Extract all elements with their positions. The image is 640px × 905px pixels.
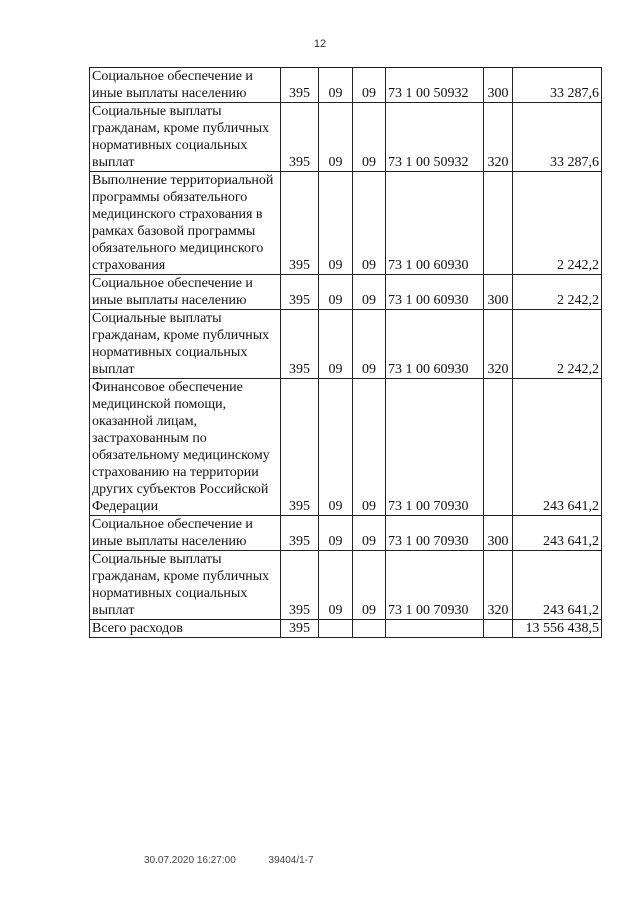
row-name: Социальные выплаты гражданам, кроме публичных нормативных социальных выплат [90, 310, 281, 379]
row-amount: 33 287,6 [513, 68, 602, 103]
row-name: Социальное обеспечение и иные выплаты населению [90, 516, 281, 551]
table-row [90, 68, 602, 103]
table-row [90, 310, 602, 379]
row-department-code: 395 [281, 68, 319, 103]
row-subsection [353, 620, 386, 638]
row-expense-type: 300 [484, 516, 513, 551]
row-target-article: 73 1 00 70930 [386, 379, 484, 516]
row-name: Социальные выплаты гражданам, кроме публичных нормативных социальных выплат [90, 103, 281, 172]
row-amount: 2 242,2 [513, 172, 602, 275]
row-target-article: 73 1 00 60930 [386, 275, 484, 310]
row-target-article: 73 1 00 50932 [386, 68, 484, 103]
row-expense-type: 300 [484, 68, 513, 103]
row-name: Всего расходов [90, 620, 281, 638]
table-row [90, 516, 602, 551]
page-number: 12 [313, 38, 327, 50]
footer [144, 855, 314, 866]
footer-timestamp: 30.07.2020 16:27:00 [144, 855, 236, 866]
row-subsection: 09 [353, 516, 386, 551]
row-section: 09 [319, 379, 353, 516]
row-amount: 243 641,2 [513, 516, 602, 551]
table-row [90, 103, 602, 172]
footer-doc-number: 39404/1-7 [268, 855, 314, 866]
row-section [319, 620, 353, 638]
table-row [90, 551, 602, 620]
row-expense-type [484, 172, 513, 275]
row-section: 09 [319, 68, 353, 103]
row-target-article: 73 1 00 60930 [386, 310, 484, 379]
row-section: 09 [319, 516, 353, 551]
row-department-code: 395 [281, 379, 319, 516]
row-name: Выполнение территориальной программы обязательного медицинского страхования в рамках базовой программы обязательного медицинского страхования [90, 172, 281, 275]
row-expense-type: 320 [484, 310, 513, 379]
row-target-article: 73 1 00 70930 [386, 516, 484, 551]
row-amount: 33 287,6 [513, 103, 602, 172]
row-target-article: 73 1 00 50932 [386, 103, 484, 172]
expenditure-table [89, 67, 602, 638]
row-section: 09 [319, 172, 353, 275]
row-expense-type [484, 620, 513, 638]
row-amount: 243 641,2 [513, 551, 602, 620]
row-department-code: 395 [281, 620, 319, 638]
row-section: 09 [319, 103, 353, 172]
row-subsection: 09 [353, 275, 386, 310]
row-expense-type: 320 [484, 551, 513, 620]
row-section: 09 [319, 310, 353, 379]
row-subsection: 09 [353, 379, 386, 516]
table-row [90, 620, 602, 638]
row-target-article: 73 1 00 60930 [386, 172, 484, 275]
row-department-code: 395 [281, 310, 319, 379]
row-expense-type: 320 [484, 103, 513, 172]
row-name: Социальные выплаты гражданам, кроме публичных нормативных социальных выплат [90, 551, 281, 620]
row-name: Социальное обеспечение и иные выплаты населению [90, 68, 281, 103]
table-row [90, 172, 602, 275]
row-section: 09 [319, 551, 353, 620]
row-subsection: 09 [353, 310, 386, 379]
row-name: Финансовое обеспечение медицинской помощи, оказанной лицам, застрахованным по обязательному медицинскому страхованию на территории других субъектов Российской Федерации [90, 379, 281, 516]
row-department-code: 395 [281, 275, 319, 310]
row-subsection: 09 [353, 103, 386, 172]
row-amount: 243 641,2 [513, 379, 602, 516]
row-subsection: 09 [353, 172, 386, 275]
row-subsection: 09 [353, 68, 386, 103]
row-section: 09 [319, 275, 353, 310]
row-department-code: 395 [281, 516, 319, 551]
row-name: Социальное обеспечение и иные выплаты населению [90, 275, 281, 310]
row-department-code: 395 [281, 172, 319, 275]
row-target-article [386, 620, 484, 638]
table-row [90, 275, 602, 310]
row-target-article: 73 1 00 70930 [386, 551, 484, 620]
row-subsection: 09 [353, 551, 386, 620]
row-amount: 2 242,2 [513, 310, 602, 379]
row-expense-type [484, 379, 513, 516]
table-row [90, 379, 602, 516]
row-amount: 13 556 438,5 [513, 620, 602, 638]
row-amount: 2 242,2 [513, 275, 602, 310]
row-department-code: 395 [281, 103, 319, 172]
row-department-code: 395 [281, 551, 319, 620]
row-expense-type: 300 [484, 275, 513, 310]
